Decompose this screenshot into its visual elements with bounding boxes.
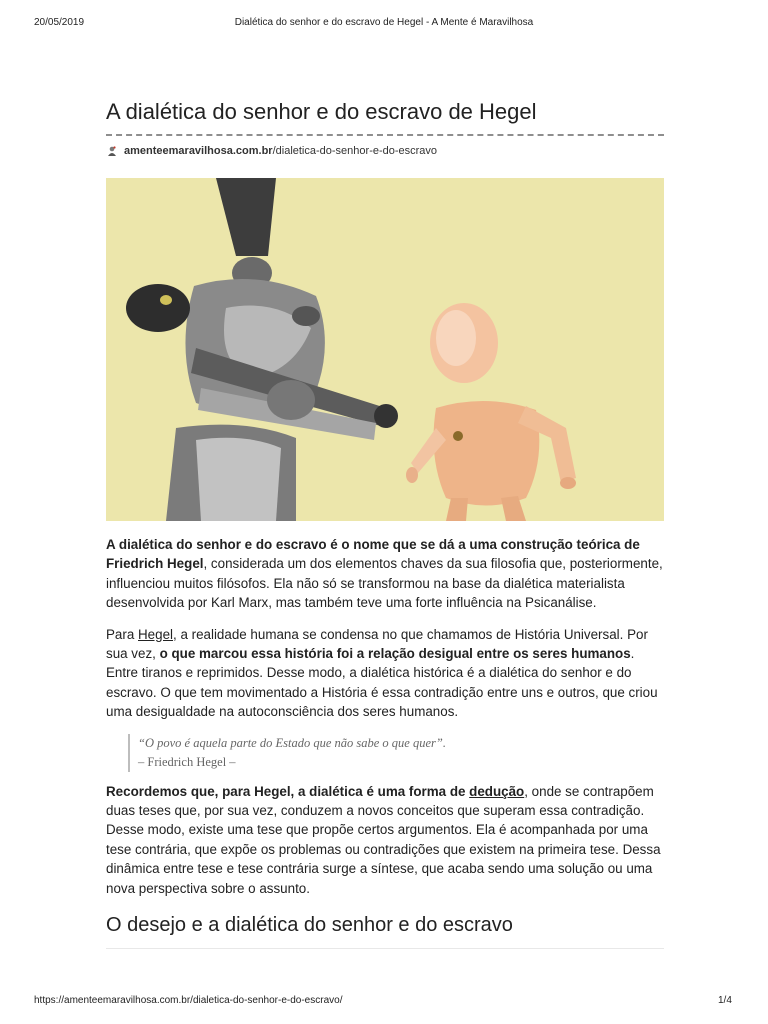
- p2-bold: o que marcou essa história foi a relação desigual entre os seres humanos: [159, 646, 631, 662]
- source-link[interactable]: [124, 145, 437, 157]
- print-header: [0, 17, 768, 31]
- article: [106, 98, 664, 966]
- p2-intro: Para: [106, 626, 139, 642]
- paragraph-3: [106, 782, 664, 898]
- footer-url: https://amenteemaravilhosa.com.br/dialetica-do-senhor-e-do-escravo/: [34, 995, 343, 1006]
- p1-text: , considerada um dos elementos chaves da sua filosofia que, posteriormente, influenciou muitos filósofos. Ela não só se transformou na base da dialética materialista desenvolvida por Karl Marx, mas também teve uma forte influência na Psicanálise.: [106, 556, 663, 611]
- quote-text: “O povo é aquela parte do Estado que não sabe o que quer”.: [138, 735, 446, 750]
- paragraph-1: [106, 535, 664, 613]
- hero-image: [106, 178, 664, 521]
- source-path: /dialetica-do-senhor-e-do-escravo: [272, 145, 438, 157]
- section-heading: O desejo e a dialética do senhor e do escravo: [106, 912, 664, 949]
- print-date: 20/05/2019: [34, 17, 85, 28]
- hegel-link[interactable]: Hegel: [138, 626, 174, 642]
- p2-after-link: , a realidade humana se condensa no que chamamos de História Universal. Por sua vez,: [106, 626, 648, 662]
- mannequins-illustration: [106, 178, 664, 521]
- deducao-link[interactable]: dedução: [469, 783, 525, 799]
- footer-page-number: 1/4: [718, 995, 732, 1006]
- source-domain: amenteemaravilhosa.com.br: [124, 145, 273, 157]
- p2-text: . Entre tiranos e reprimidos. Desse modo, a dialética histórica é a dialética do senhor e do escravo. O que tem movimentado a História é essa contradição entre uns e outros, que criou uma desigualdade na autoconsciência dos seres humanos.: [106, 646, 658, 720]
- p3-bold: [106, 784, 524, 799]
- quote-author: – Friedrich Hegel –: [138, 754, 236, 769]
- p3-bold-text: Recordemos que, para Hegel, a dialética é uma forma de: [106, 783, 470, 799]
- article-title: A dialética do senhor e do escravo de Hegel: [106, 98, 664, 136]
- blockquote: [128, 734, 664, 772]
- p3-text: , onde se contrapõem duas teses que, por sua vez, conduzem a novos conceitos que superam essa contradição. Desse modo, existe uma tese que propõe certos argumentos. Ela é acompanhada por uma tese contrária, que expõe os problemas ou contradições que existem na primeira tese. Dessa dinâmica entre tese e tese contrária surge a síntese, que acaba sendo uma solução ou uma nova perspectiva sobre o assunto.: [106, 783, 661, 896]
- paragraph-2: [106, 625, 664, 722]
- p1-bold: A dialética do senhor e do escravo é o nome que se dá a uma construção teórica de Friedrich Hegel: [106, 537, 640, 572]
- source-line: [106, 142, 664, 160]
- site-favicon-icon: [106, 145, 118, 157]
- print-doc-title: Dialética do senhor e do escravo de Hegel - A Mente é Maravilhosa: [234, 17, 534, 28]
